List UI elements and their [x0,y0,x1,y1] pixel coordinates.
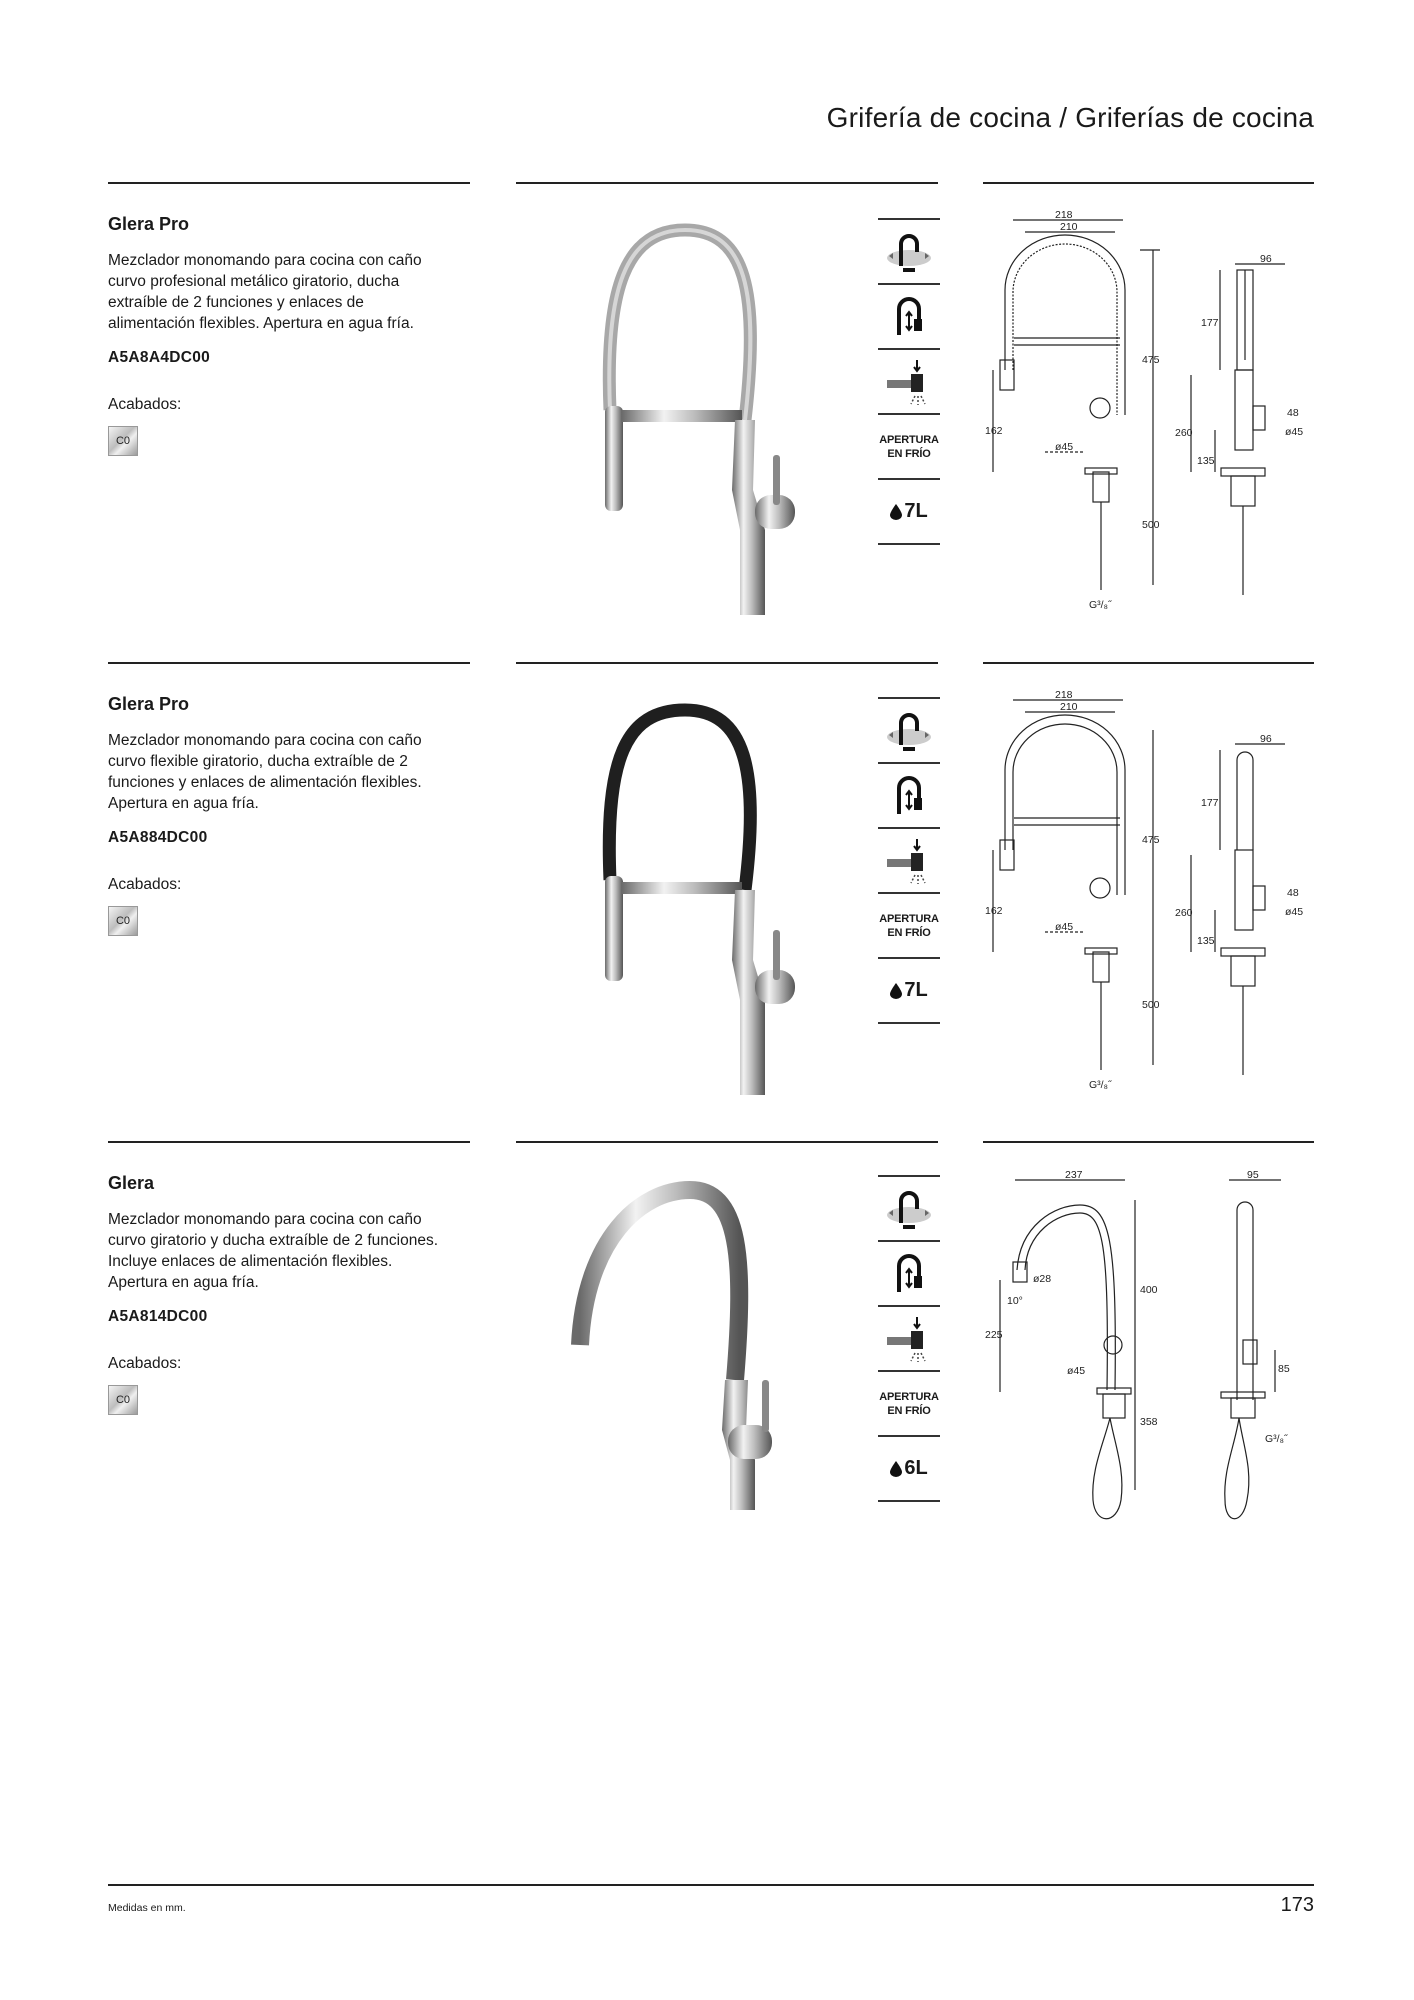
dimension-label: 475 [1142,834,1160,846]
product-code: A5A814DC00 [108,1308,208,1325]
cold-opening-label: APERTURA EN FRÍO [879,433,939,460]
dimension-label: 260 [1175,427,1193,439]
water-drop-icon [890,1461,902,1477]
dimension-label: ø45 [1055,921,1074,933]
dimension-label: 135 [1197,455,1215,467]
water-drop-icon [890,983,902,999]
dimension-label: G³/₈˝ [1265,1433,1288,1445]
footnote: Medidas en mm. [108,1902,186,1914]
dimension-label: 475 [1142,354,1160,366]
dimension-label: 500 [1142,999,1160,1011]
dimension-label: 162 [985,905,1003,917]
dimension-label: ø45 [1285,906,1304,918]
dimension-label: 260 [1175,907,1193,919]
product-name: Glera Pro [108,214,190,234]
dimension-label: G³/₈˝ [1089,1079,1112,1091]
two-function-spray-icon [878,350,940,413]
dimension-label: 95 [1247,1170,1259,1181]
dimension-label: 162 [985,425,1003,437]
technical-drawing [985,690,1315,1100]
flow-rate: 7L [878,480,940,543]
finishes-label: Acabados: [108,396,182,413]
dimension-label: 135 [1197,935,1215,947]
swivel-spout-icon [878,220,940,283]
dimension-label: ø45 [1067,1365,1086,1377]
footer-divider [108,1884,1314,1886]
section-divider [983,1141,1314,1143]
dimension-label: 96 [1260,253,1272,265]
finishes-label: Acabados: [108,876,182,893]
section-divider [983,662,1314,664]
technical-drawing [985,210,1315,620]
pull-out-shower-icon [878,285,940,348]
product-name: Glera [108,1173,155,1193]
dimension-label: ø45 [1285,426,1304,438]
section-divider [108,662,470,664]
flow-rate: 7L [878,959,940,1022]
dimension-label: 218 [1055,210,1073,221]
section-divider [108,182,470,184]
dimension-label: 237 [1065,1170,1083,1181]
dimension-label: 500 [1142,519,1160,531]
dimension-label: 210 [1060,221,1078,233]
swivel-spout-icon [878,1177,940,1240]
section-divider [983,182,1314,184]
product-name: Glera Pro [108,694,190,714]
dimension-label: 358 [1140,1416,1158,1428]
water-drop-icon [890,504,902,520]
dimension-label: 225 [985,1329,1003,1341]
dimension-label: 177 [1201,317,1219,329]
dimension-label: 400 [1140,1284,1158,1296]
finishes-label: Acabados: [108,1355,182,1372]
pull-out-shower-icon [878,764,940,827]
dimension-label: 48 [1287,887,1299,899]
section-divider [516,1141,938,1143]
section-divider [108,1141,470,1143]
features-column [878,1175,940,1502]
section-divider [516,182,938,184]
cold-opening-label: APERTURA EN FRÍO [879,1390,939,1417]
page-title: Grifería de cocina / Griferías de cocina [826,102,1314,133]
page-number: 173 [1280,1894,1314,1916]
pull-out-shower-icon [878,1242,940,1305]
finish-swatch-chrome: C0 [108,906,138,936]
dimension-label: 177 [1201,797,1219,809]
dimension-label: 96 [1260,733,1272,745]
dimension-label: 48 [1287,407,1299,419]
cold-opening-label: APERTURA EN FRÍO [879,912,939,939]
dimension-label: ø45 [1055,441,1074,453]
two-function-spray-icon [878,1307,940,1370]
faucet-image [560,1180,820,1515]
product-description: Mezclador monomando para cocina con caño curvo profesional metálico giratorio, ducha extraíble de 2 funciones y enlaces de alimentación flexibles. Apertura en agua fría. [108,252,422,332]
product-description: Mezclador monomando para cocina con caño curvo giratorio y ducha extraíble de 2 funciones. Incluye enlaces de alimentación flexibles. Apertura en agua fría. [108,1211,438,1291]
product-code: A5A8A4DC00 [108,349,211,366]
dimension-label: 218 [1055,690,1073,701]
features-column [878,218,940,545]
dimension-label: 210 [1060,701,1078,713]
swivel-spout-icon [878,699,940,762]
dimension-label: G³/₈˝ [1089,599,1112,611]
flow-rate: 6L [878,1437,940,1500]
technical-drawing [985,1170,1315,1530]
dimension-label: 85 [1278,1363,1290,1375]
finish-swatch-chrome: C0 [108,426,138,456]
two-function-spray-icon [878,829,940,892]
faucet-image [560,690,820,1100]
product-code: A5A884DC00 [108,829,208,846]
dimension-label: 10° [1007,1295,1023,1307]
product-description: Mezclador monomando para cocina con caño curvo flexible giratorio, ducha extraíble de 2 funciones y enlaces de alimentación flexibles. Apertura en agua fría. [108,732,422,812]
features-column [878,697,940,1024]
faucet-image [560,210,820,620]
dimension-label: ø28 [1033,1273,1052,1285]
finish-swatch-chrome: C0 [108,1385,138,1415]
section-divider [516,662,938,664]
